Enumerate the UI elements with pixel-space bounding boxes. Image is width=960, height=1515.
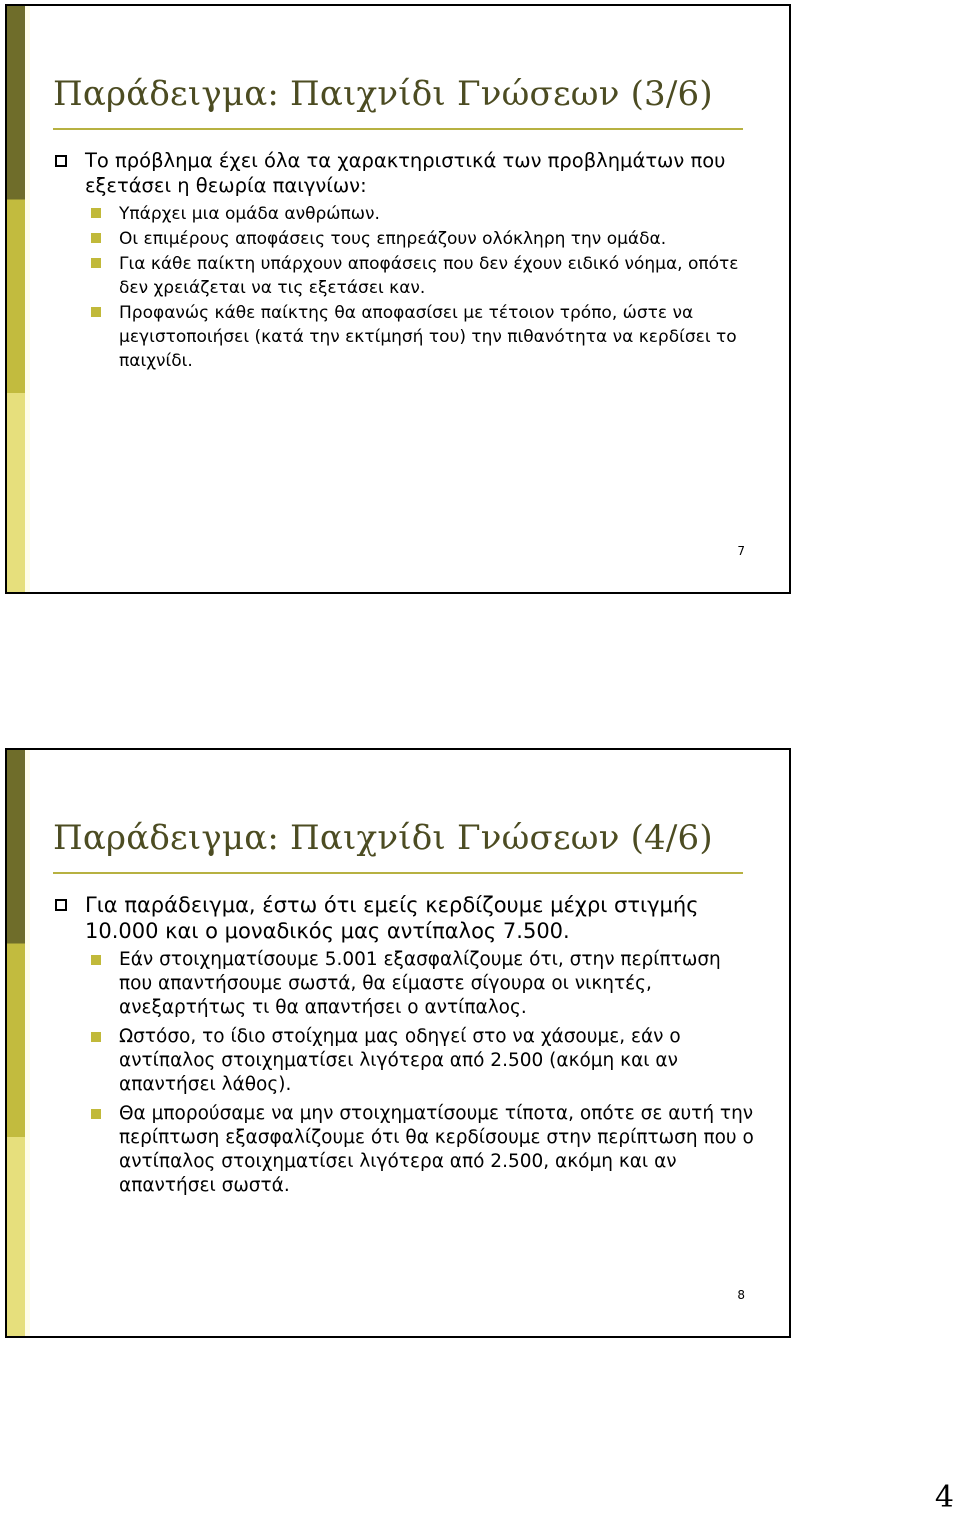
slide-title: Παράδειγμα: Παιχνίδι Γνώσεων (4/6) (53, 818, 713, 858)
sub-point (53, 202, 757, 226)
main-point-text: Το πρόβλημα έχει όλα τα χαρακτηριστικά των προβλημάτων που εξετάσει η θεωρία παιγνίων: (85, 149, 726, 197)
slide-content (53, 148, 757, 374)
slide-7 (5, 4, 791, 594)
filled-square-bullet-icon (91, 1109, 101, 1119)
square-bullet-icon (55, 155, 67, 167)
slide-number: 8 (737, 1288, 745, 1302)
slide-number: 7 (737, 544, 745, 558)
filled-square-bullet-icon (91, 233, 101, 243)
sub-point (53, 1102, 757, 1198)
filled-square-bullet-icon (91, 955, 101, 965)
sub-point (53, 1025, 757, 1097)
slide-content (53, 892, 757, 1203)
page-number: 4 (934, 1480, 954, 1515)
sub-point-text: Ωστόσο, το ίδιο στοίχημα μας οδηγεί στο να χάσουμε, εάν ο αντίπαλος στοιχηματίσει λιγότερα από 2.500 (ακόμη και αν απαντήσει λάθος). (119, 1026, 681, 1095)
filled-square-bullet-icon (91, 208, 101, 218)
sub-point-text: Οι επιμέρους αποφάσεις τους επηρεάζουν ολόκληρη την ομάδα. (119, 229, 667, 249)
sub-point-text: Προφανώς κάθε παίκτης θα αποφασίσει με τέτοιον τρόπο, ώστε να μεγιστοποιήσει (κατά την εκτίμησή του) την πιθανότητα να κερδίσει το παιχνίδι. (119, 303, 737, 371)
slide-8 (5, 748, 791, 1338)
sub-point-text: Υπάρχει μια ομάδα ανθρώπων. (119, 204, 380, 224)
sub-point-text: Εάν στοιχηματίσουμε 5.001 εξασφαλίζουμε ότι, στην περίπτωση που απαντήσουμε σωστά, θα είμαστε σίγουρα οι νικητές, ανεξαρτήτως τι θα απαντήσει ο αντίπαλος. (119, 949, 721, 1018)
main-point (53, 148, 757, 198)
square-bullet-icon (55, 899, 67, 911)
filled-square-bullet-icon (91, 307, 101, 317)
decorative-side-bar (7, 750, 25, 1336)
main-point (53, 892, 757, 944)
sub-point (53, 948, 757, 1020)
sub-point (53, 227, 757, 251)
slide-title: Παράδειγμα: Παιχνίδι Γνώσεων (3/6) (53, 74, 713, 114)
title-underline (53, 128, 743, 130)
sub-point (53, 252, 757, 300)
sub-point-text: Θα μπορούσαμε να μην στοιχηματίσουμε τίποτα, οπότε σε αυτή την περίπτωση εξασφαλίζουμε ότι θα κερδίσουμε στην περίπτωση που ο αντίπαλος στοιχηματίσει λιγότερα από 2.500, ακόμη και αν απαντήσει σωστά. (119, 1103, 754, 1196)
filled-square-bullet-icon (91, 258, 101, 268)
sub-point-text: Για κάθε παίκτη υπάρχουν αποφάσεις που δεν έχουν ειδικό νόημα, οπότε δεν χρειάζεται να τις εξετάσει καν. (119, 254, 739, 298)
filled-square-bullet-icon (91, 1032, 101, 1042)
title-underline (53, 872, 743, 874)
main-point-text: Για παράδειγμα, έστω ότι εμείς κερδίζουμε μέχρι στιγμής 10.000 και ο μοναδικός μας αντίπαλος 7.500. (85, 893, 699, 943)
sub-point (53, 301, 757, 373)
decorative-side-bar (7, 6, 25, 592)
